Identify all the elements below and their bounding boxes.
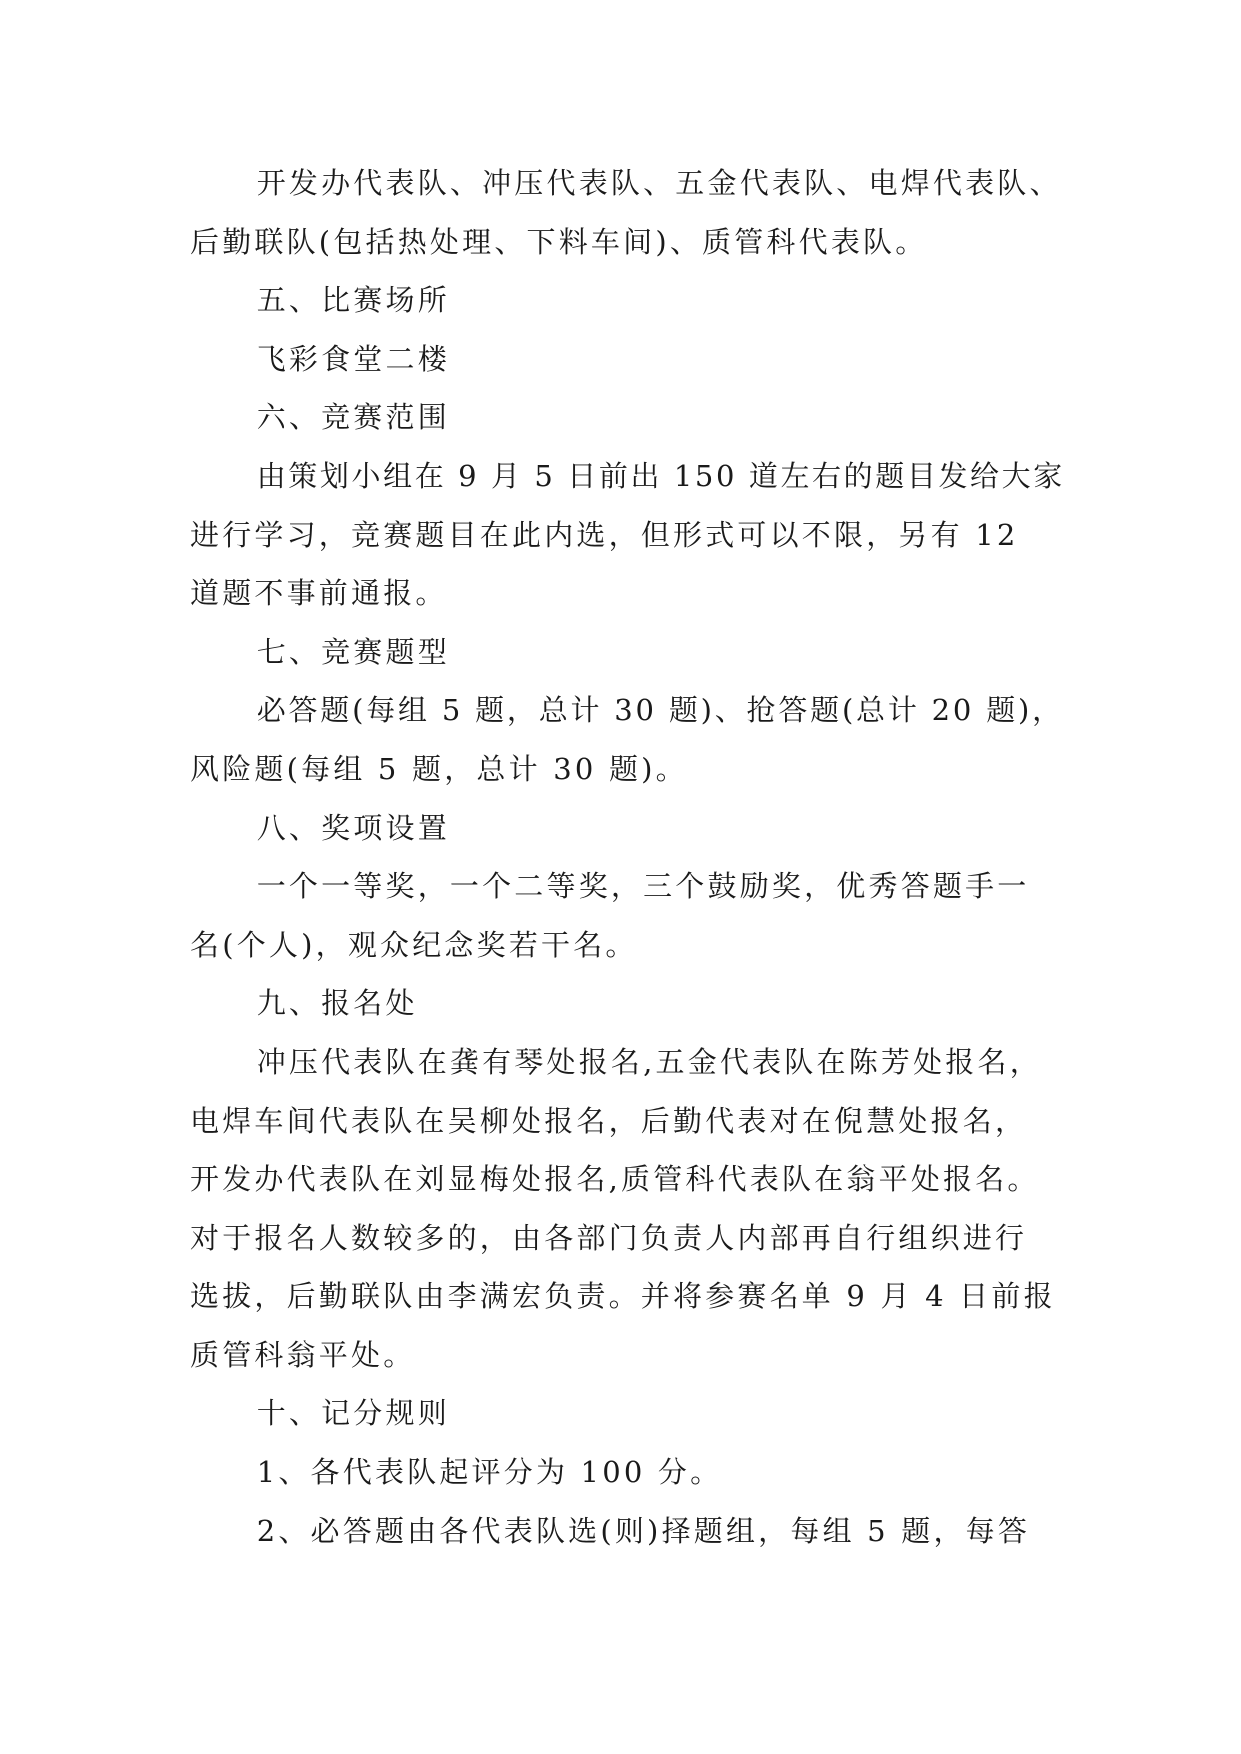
paragraph <box>190 330 1070 389</box>
text-line: 选拔，后勤联队由李满宏负责。并将参赛名单 9 月 4 日前报 <box>190 1279 1056 1314</box>
paragraph <box>190 447 1070 623</box>
text-line: 必答题(每组 5 题，总计 30 题)、抢答题(总计 20 题)， <box>256 693 1064 728</box>
text-line: 开发办代表队在刘显梅处报名,质管科代表队在翁平处报名。 <box>190 1162 1040 1197</box>
text-line: 1、各代表队起评分为 100 分。 <box>256 1455 723 1490</box>
text-line: 冲压代表队在龚有琴处报名,五金代表队在陈芳处报名， <box>256 1044 1042 1079</box>
text-line: 五、比赛场所 <box>256 283 450 318</box>
text-line: 电焊车间代表队在吴柳处报名，后勤代表对在倪慧处报名， <box>190 1103 1028 1138</box>
text-line: 由策划小组在 9 月 5 日前出 150 道左右的题目发给大家 <box>256 458 1065 493</box>
text-line: 六、竞赛范围 <box>256 400 450 435</box>
paragraph <box>190 154 1070 271</box>
text-line: 后勤联队(包括热处理、下料车间)、质管科代表队。 <box>190 224 928 259</box>
paragraph <box>190 974 1070 1033</box>
text-line: 风险题(每组 5 题，总计 30 题)。 <box>190 751 688 786</box>
text-line: 一个一等奖，一个二等奖，三个鼓励奖，优秀答题手一 <box>256 869 1030 904</box>
paragraph <box>190 1384 1070 1443</box>
text-line: 八、奖项设置 <box>256 810 450 845</box>
paragraph <box>190 623 1070 682</box>
text-line: 十、记分规则 <box>256 1396 450 1431</box>
text-line: 进行学习，竞赛题目在此内选，但形式可以不限，另有 12 <box>190 517 1019 552</box>
paragraph <box>190 388 1070 447</box>
paragraph <box>190 681 1070 798</box>
document-body <box>190 154 1070 1560</box>
paragraph <box>190 857 1070 974</box>
paragraph <box>190 1502 1070 1561</box>
text-line: 对于报名人数较多的，由各部门负责人内部再自行组织进行 <box>190 1220 1028 1255</box>
text-line: 质管科翁平处。 <box>190 1337 416 1372</box>
text-line: 名(个人)，观众纪念奖若干名。 <box>190 927 638 962</box>
paragraph <box>190 1033 1070 1385</box>
paragraph <box>190 799 1070 858</box>
text-line: 2、必答题由各代表队选(则)择题组，每组 5 题，每答 <box>256 1513 1031 1548</box>
paragraph <box>190 271 1070 330</box>
text-line: 开发办代表队、冲压代表队、五金代表队、电焊代表队、 <box>256 166 1062 200</box>
text-line: 道题不事前通报。 <box>190 576 448 611</box>
text-line: 飞彩食堂二楼 <box>256 341 450 376</box>
paragraph <box>190 1443 1070 1502</box>
text-line: 七、竞赛题型 <box>256 634 450 669</box>
text-line: 九、报名处 <box>256 986 418 1021</box>
